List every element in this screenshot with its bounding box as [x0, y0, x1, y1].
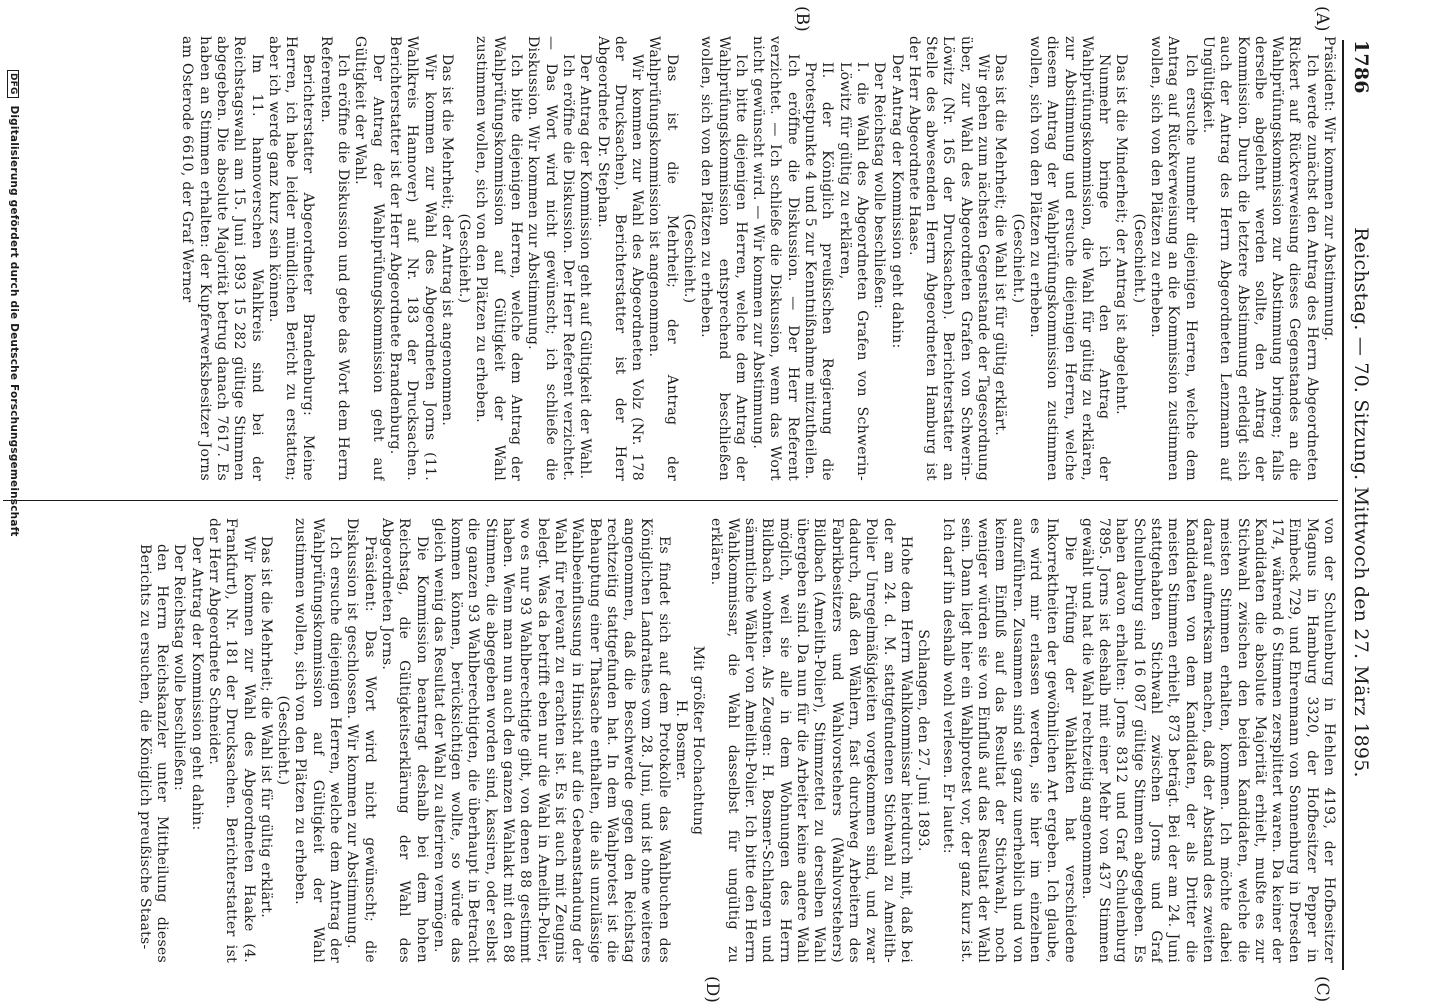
paragraph: Der Reichstag wolle beschließen:	[871, 62, 888, 309]
paragraph: Ich eröffne die Diskussion. Der Herr Referent verzichtet. — Das Wort wird nicht gewünscht; ich schließe die Diskussion. Wir kommen zur Abstimmung.	[525, 36, 576, 481]
paragraph: Ich ersuche nunmehr diejenigen Herren, welche dem Antrag auf Rückverweisung an die Kommission zustimmen wollen, sich von den Plätzen zu erheben.	[1148, 36, 1199, 481]
paragraph: Das ist die Mehrheit; die Wahl ist für gültig erklärt.	[257, 536, 274, 918]
paragraph: Hohe dem Herrn Wahlkommissar hierdurch mit, daß bei der am 24. d. M. stattgefundenen Stichwahl zu Amelith-Polier Unregelmäßigkeiten vorgekommen sind, und zwar dadurch, daß den Wählern, fast durchweg Arbeitern des Fabrikbesitzers und Wahlvorstehers (Wahlvorstehers) Bildbach (Amelith-Polier), Stimmzettel zu derselben Wahl übergeben sind. Da nun für die Arbeiter keine andere Wahl möglich, weil sie alle in dem Wohnungen des Herrn Bildbach wohnten. Als Zeugen: H. Bosmer-Schlangen und sämmtliche Wähler von Amelith-Polier. Ich bitte den Herrn Wahlkommissar, die Wahl dasselbst für ungültig zu erklären.	[707, 518, 914, 963]
letter-signature: H. Bosmer.	[673, 699, 690, 782]
paragraph: Das ist die Minderheit; der Antrag ist abgelehnt.	[1113, 54, 1130, 415]
paragraph: Wir kommen zur Wahl des Abgeordneten Haake (4. Frankfurt), Nr. 181 der Drucksachen. Berichterstatter ist der Herr Abgeordnete Schneider.	[206, 518, 257, 963]
stage-direction: (Geschieht.)	[1009, 213, 1026, 304]
paragraph: Das ist die Mehrheit; der Antrag ist angenommen.	[438, 54, 455, 427]
paragraph: Ich werde zunächst den Antrag des Herrn Abgeordneten Rickert auf Rückverweisung dieses Gegenstandes an die Wahlprüfungskommission zur Abstimmung bringen; falls derselbe abgelehnt werden sollte, den Antrag der Kommission. Durch die letztere Abstimmung erledigt sich auch der Antrag des Herrn Abgeordneten Lenzmann auf Ungültigkeit.	[1199, 36, 1320, 481]
paragraph: Im 11. hannoverschen Wahlkreis sind bei der Reichstagswahl am 15. Juni 1893 15 282 gültige Stimmen abgegeben. Die absolute Majorität betrug danach 7617. Es haben an Stimmen erhalten: der Kupferwerksbesitzer Jorns am Osterode 6610, der Graf Werner	[179, 36, 265, 481]
letter-dateline: Schlangen, den 27. Juni 1893.	[915, 629, 932, 852]
paragraph: Der Antrag der Kommission geht auf Gültigkeit der Wahl.	[577, 54, 594, 480]
paragraph: Die Prüfung der Wahlakten hat verschiedene Inkorrektheiten der gewöhnlichen Art ergeben. Ich glaube, es wird mir erlassen werden, sie hier im einzelnen aufzuführen. Zusammen sind sie ganz unerheblich und von keinem Einfluß auf das Resultat der Stichwahl, noch weniger würden sie von Einfluß auf das Resultat der Wahl sein. Dann liegt hier ein Wahlprotest vor, der ganz kurz ist. Ich darf ihn deshalb wohl verlesen. Er lautet:	[940, 518, 1078, 963]
paragraph: Berichterstatter Abgeordneter Brandenburg: Meine Herren, ich habe leider mündlichen Bericht zu erstatten; aber ich werde ganz kurz sein können.	[265, 36, 317, 481]
paragraph: Nunmehr bringe ich den Antrag der Wahlprüfungskommission, die Wahl für gültig zu erklären, zur Abstimmung und ersuche diejenigen Herren, welche diesem Antrag der Wahlprüfungskommission zustimmen wollen, sich von den Plätzen zu erheben.	[1026, 36, 1113, 481]
paragraph: Der Reichstag wolle beschließen:	[171, 544, 188, 791]
paragraph: den Herrn Reichskanzler unter Mittheilung dieses Berichts zu ersuchen, die Königlich preußische Staats-	[136, 544, 171, 963]
paragraph: Das ist die Mehrheit; die Wahl ist für gültig erklärt.	[992, 54, 1009, 436]
paragraph: I. die Wahl des Abgeordneten Grafen von Schwerin-Löwitz für gültig zu erklären,	[836, 62, 870, 481]
paragraph: Es findet sich auf dem Protokolle das Wahlbuchen des Königlichen Landrathes vom 28. Juni, und ist ohne weiteres angenommen, daß die Beschwerde gegen den Reichstag rechtzeitig stattgefunden hat. In dem Wahlprotest ist die Behauptung einer Thatsache enthalten, die als unzulässige Wahlbeeinflussung in Hinsicht auf die Gebeanstandung der Wahl für relevant zu erachten ist. Es ist auch mit Zeugnis belegt. Was da betrifft eben nur die Wahl in Amelith-Polier, wo es nur 93 Wahlberechtigte gibt, von denen 88 gestimmt haben. Wenn man nun auch den ganzen Wahlakt mit den 88 Stimmen, die abgegeben worden sind, kassiren, oder selbst die ganzen 93 Wahlberechtigten, die überhaupt in Betracht kommen können, berücksichtigen wollte, so würde das gleich wenig das Resultat der Wahl zu alteriren vermögen.	[430, 518, 672, 963]
paragraph: Ich eröffne die Diskussion. — Der Herr Referent verzichtet. — Ich schließe die Diskussion, wenn das Wort nicht gewünscht wird. — Wir kommen zur Abstimmung.	[750, 36, 801, 481]
margin-marker-a: (A)	[1312, 6, 1332, 32]
footer-text: Digitalisierung gefördert durch die Deutsche Forschungsgemeinschaft	[8, 105, 20, 537]
paragraph: Wir kommen zur Wahl des Abgeordneten Jorns (11. Wahlkreis Hannover) auf Nr. 183 der Drucksachen. Berichterstatter ist der Herr Abgeordnete Brandenburg.	[386, 36, 438, 481]
paragraph: von der Schulenburg in Hehlen 4193, der Hofbesitzer Magnus in Hamburg 3320, der Hofbesitzer Pepper in Eimbeck 729, und Ehrenmann von Sonnenburg in Dresden 174, während 6 Stimmen zersplittert waren. Da keiner der Kandidaten die absolute Majorität erhielt, mußte es zur Stichwahl zwischen den beiden Kandidaten, welche die meisten Stimmen erhalten, kommen. Ich möchte dabei darauf aufmerksam machen, daß der Abstand des zweiten Kandidaten von dem Kandidaten, der als Dritter die meisten Stimmen erhielt, 873 beträgt. Bei der am 24. Juni stattgehabten Stichwahl zwischen Jorns und Graf Schulenburg sind 16 087 gültige Stimmen abgegeben. Es haben davon erhalten: Jorns 8312 und Graf Schulenburg 7895. Jorns ist deshalb mit einer Mehr von 437 Stimmen gewählt und hat die Wahl rechtzeitig angenommen.	[1078, 518, 1337, 963]
paragraph: Die Kommission beantragt deshalb bei dem hohen Reichstag, die Gültigkeitserklärung der Wahl des Abgeordneten Jorns.	[378, 518, 430, 963]
paragraph: Ich eröffne die Diskussion und gebe das Wort dem Herrn Referenten.	[317, 36, 352, 481]
digitization-footer	[7, 70, 20, 970]
header-rule	[1342, 40, 1344, 970]
stage-direction: (Geschieht.)	[456, 213, 473, 304]
dfg-logo: DFG	[7, 70, 19, 98]
text-column-right	[7, 518, 1337, 963]
paragraph: Das ist die Mehrheit; der Antrag der Wahlprüfungskommission ist angenommen.	[646, 36, 680, 481]
margin-marker-d: (D)	[702, 976, 722, 1003]
paragraph: Ich bitte diejenigen Herren, welche dem Antrag der Wahlprüfungskommission auf Gültigkeit der Wahl zustimmen wollen, sich von den Plätzen zu erheben.	[473, 36, 525, 481]
paragraph: Ich bitte diejenigen Herren, welche dem Antrag der Wahlprüfungskommission entsprechend beschließen wollen, sich von den Plätzen zu erheben.	[698, 36, 749, 481]
running-title: Reichstag. — 70. Sitzung. Mittwoch den 27. März 1895.	[1350, 227, 1372, 778]
paragraph: Der Antrag der Kommission geht dahin:	[188, 536, 205, 831]
letter-closing: Mit größter Hochachtung	[690, 645, 707, 836]
page-number: 1786	[1350, 40, 1372, 94]
paragraph: Präsident: Wir kommen zur Abstimmung.	[1321, 36, 1337, 342]
paragraph: Ich ersuche diejenigen Herren, welche dem Antrag der Wahlprüfungskommission auf Gültigkeit der Wahl zustimmen wollen, sich von den Plätzen zu erheben.	[292, 518, 344, 963]
stage-direction: (Geschieht.)	[681, 213, 698, 304]
stage-direction: (Geschieht.)	[1130, 213, 1147, 304]
margin-marker-c: (C)	[1312, 976, 1332, 1003]
paragraph: II. der Königlich preußischen Regierung die Protestpunkte 4 und 5 zur Kenntnißnahme mitzutheilen.	[802, 62, 836, 481]
paragraph: Wir gehen zum nächsten Gegenstande der Tagesordnung über, zur Wahl des Abgeordneten Grafen von Schwerin-Löwitz (Nr. 165 der Drucksachen). Berichterstatter an Stelle des abwesenden Herrn Abgeordneten Hamburg ist der Herr Abgeordnete Haase.	[905, 36, 992, 481]
margin-marker-b: (B)	[792, 6, 812, 32]
paragraph: Der Antrag der Kommission geht dahin:	[888, 54, 905, 349]
text-column-left	[7, 36, 1337, 481]
paragraph: Wir kommen zur Wahl des Abgeordneten Volz (Nr. 178 der Drucksachen). Berichterstatter ist der Herr Abgeordnete Dr. Stephan.	[594, 36, 646, 481]
paragraph: Der Antrag der Wahlprüfungskommission geht auf Gültigkeit der Wahl.	[352, 36, 386, 481]
column-divider	[3, 500, 1338, 501]
paragraph: Präsident: Das Wort wird nicht gewünscht; die Diskussion ist geschlossen. Wir kommen zur Abstimmung.	[344, 518, 378, 963]
stage-direction: (Geschieht.)	[275, 695, 292, 786]
